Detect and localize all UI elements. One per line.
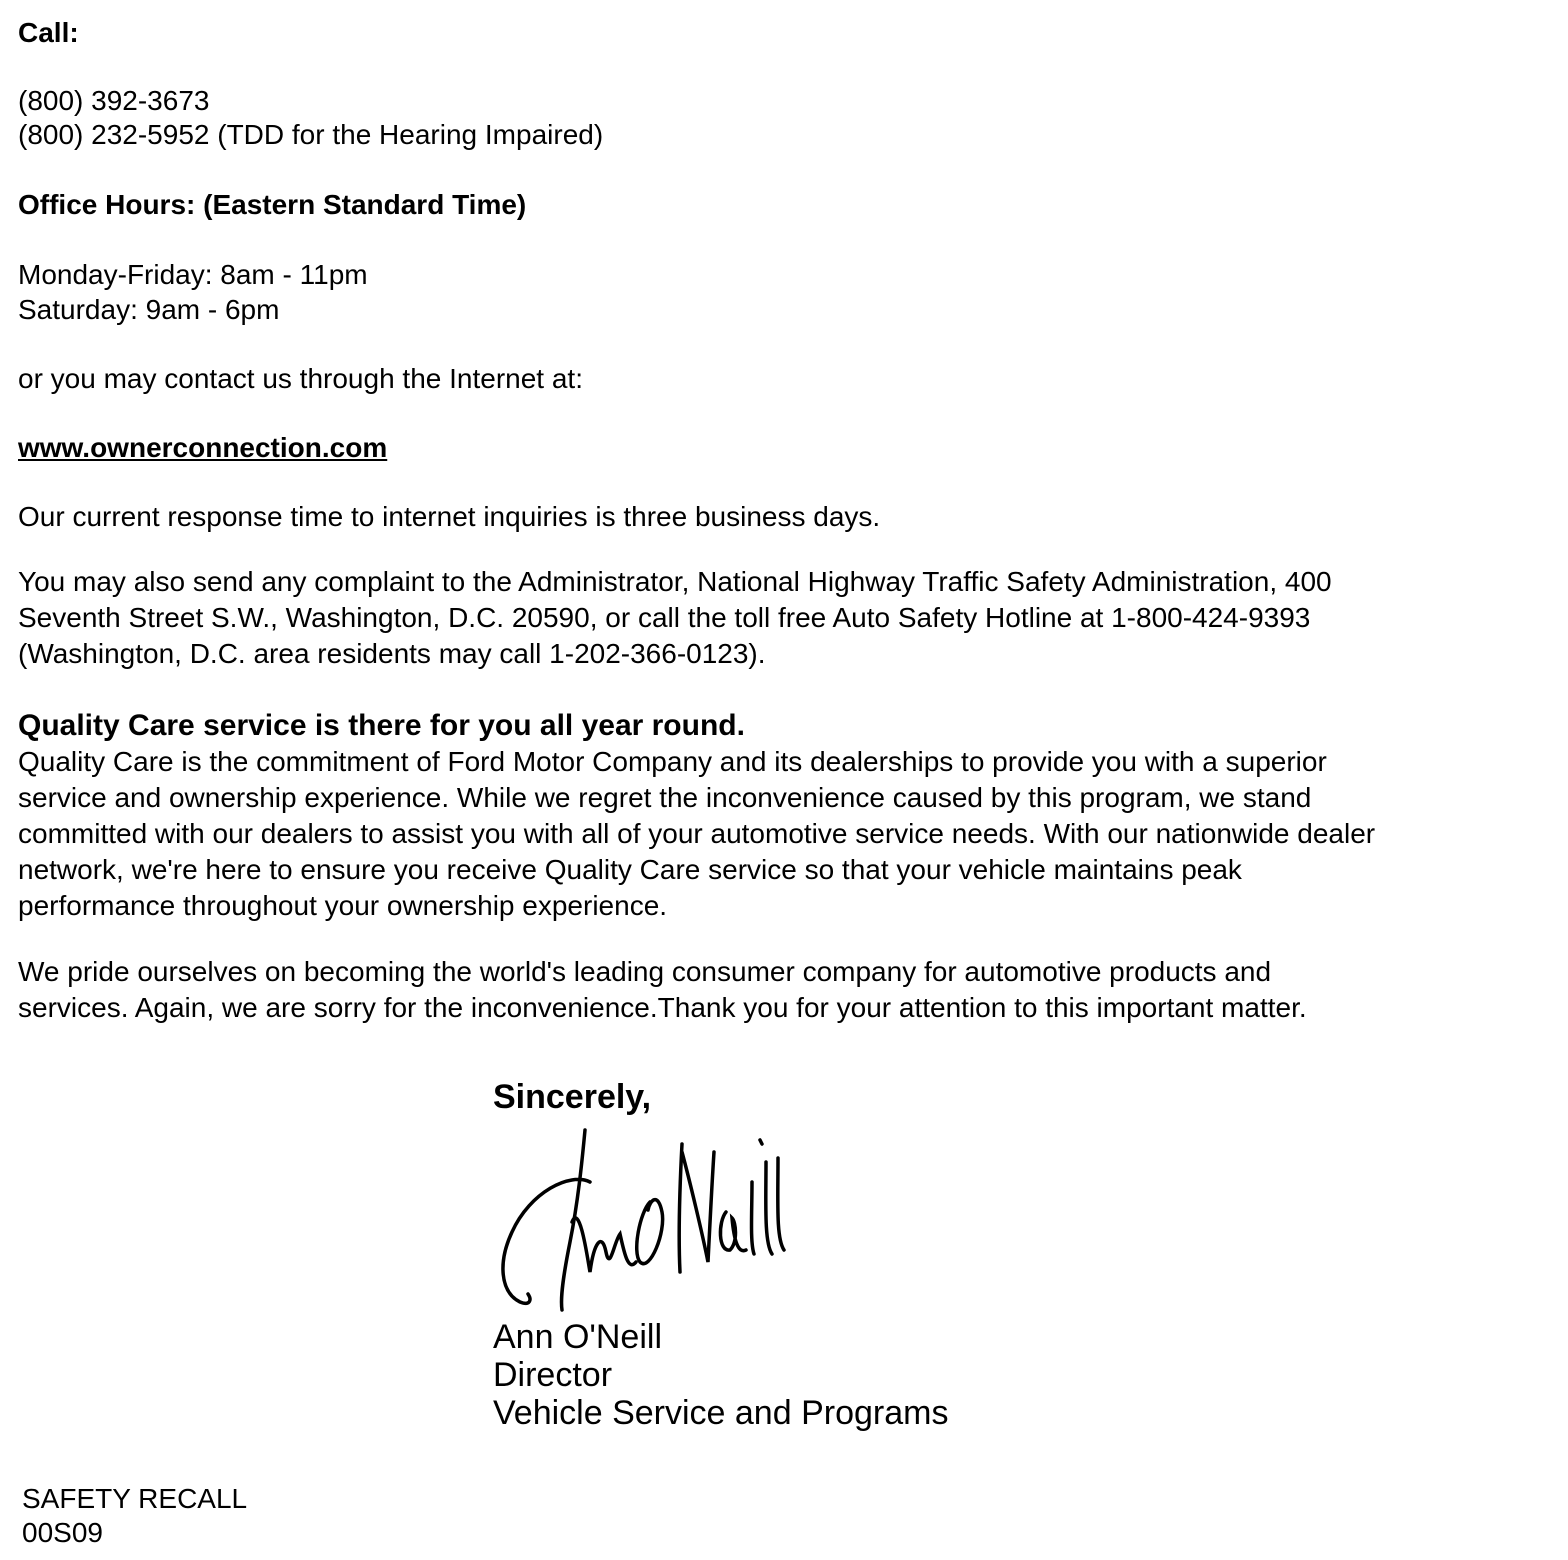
hours-saturday: Saturday: 9am - 6pm xyxy=(18,294,280,325)
quality-care-section xyxy=(18,708,1538,924)
closing-line-2: services. Again, we are sorry for the inconvenience.Thank you for your attention to this important matter. xyxy=(18,992,1307,1023)
footer-recall-code: 00S09 xyxy=(22,1517,103,1548)
nhtsa-line-1: You may also send any complaint to the Administrator, National Highway Traffic Safety Administration, 400 xyxy=(18,566,1332,597)
signer-title: Director xyxy=(493,1356,613,1394)
phone-main: (800) 392-3673 xyxy=(18,85,210,116)
hours-weekday: Monday-Friday: 8am - 11pm xyxy=(18,259,368,290)
office-hours-heading: Office Hours: (Eastern Standard Time) xyxy=(18,189,527,220)
call-heading: Call: xyxy=(18,17,79,48)
quality-care-line-5: performance throughout your ownership experience. xyxy=(18,890,668,921)
closing-line-1: We pride ourselves on becoming the world's leading consumer company for automotive products and xyxy=(18,956,1272,987)
quality-care-heading: Quality Care service is there for you all year round. xyxy=(18,709,745,742)
signer-name: Ann O'Neill xyxy=(493,1318,663,1356)
response-time-text: Our current response time to internet inquiries is three business days. xyxy=(18,501,881,532)
website-link[interactable]: www.ownerconnection.com xyxy=(18,432,388,463)
quality-care-line-4: network, we're here to ensure you receive Quality Care service so that your vehicle maintains peak xyxy=(18,854,1242,885)
internet-intro: or you may contact us through the Internet at: xyxy=(18,363,583,394)
quality-care-line-2: service and ownership experience. While we regret the inconvenience caused by this program, we stand xyxy=(18,782,1312,813)
footer-recall-label: SAFETY RECALL xyxy=(22,1483,248,1514)
nhtsa-line-2: Seventh Street S.W., Washington, D.C. 20590, or call the toll free Auto Safety Hotline at 1-800-424-9393 xyxy=(18,602,1311,633)
handwritten-signature xyxy=(490,1122,790,1317)
closing-paragraph xyxy=(18,954,1538,1026)
phone-tdd: (800) 232-5952 (TDD for the Hearing Impaired) xyxy=(18,119,604,150)
quality-care-line-3: committed with our dealers to assist you with all of your automotive service needs. With our nationwide dealer xyxy=(18,818,1376,849)
nhtsa-paragraph xyxy=(18,564,1538,672)
signer-department: Vehicle Service and Programs xyxy=(493,1394,949,1432)
salutation: Sincerely, xyxy=(493,1078,652,1116)
quality-care-line-1: Quality Care is the commitment of Ford Motor Company and its dealerships to provide you with a superior xyxy=(18,746,1327,777)
nhtsa-line-3: (Washington, D.C. area residents may call 1-202-366-0123). xyxy=(18,638,766,669)
